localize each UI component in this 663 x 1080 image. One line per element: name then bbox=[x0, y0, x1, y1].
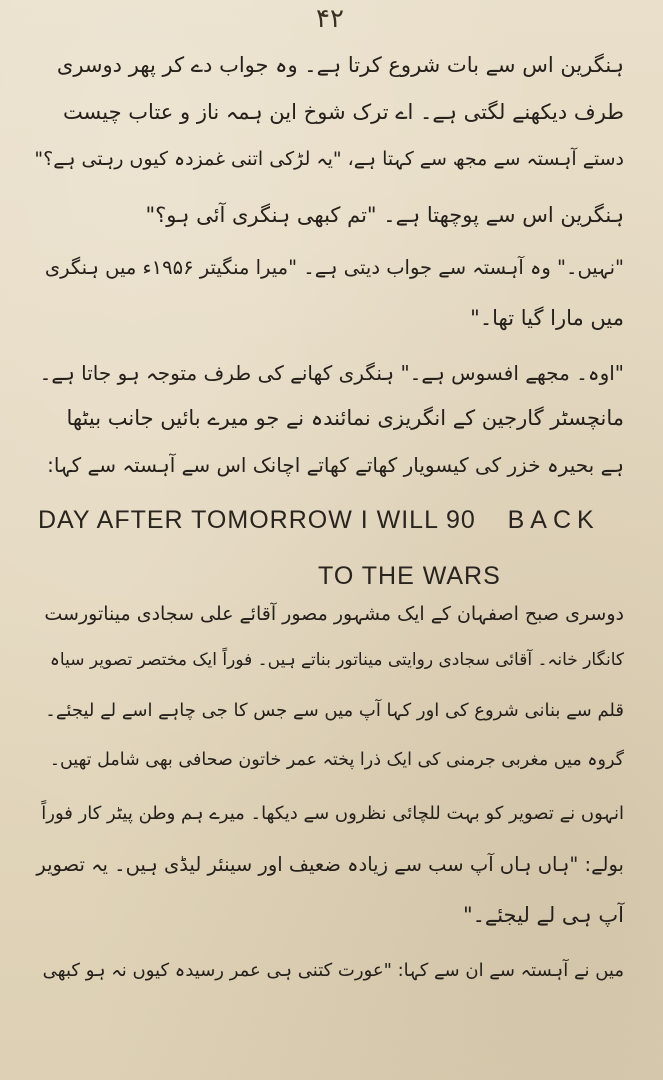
english-quote-back: BACK bbox=[507, 506, 600, 534]
page-number: ۴۲ bbox=[316, 4, 344, 34]
text-line: ہنگرین اس سے پوچھتا ہے۔ "تم کبھی ہنگری آئی ہو؟" bbox=[145, 203, 624, 227]
english-quote-line-2: TO THE WARS bbox=[318, 562, 501, 590]
text-line: انہوں نے تصویر کو بہت للچائی نظروں سے دیکھا۔ میرے ہم وطن پیٹر کار فوراً bbox=[41, 803, 624, 824]
text-line: آپ ہی لے لیجئے۔" bbox=[462, 903, 624, 927]
english-quote-main: DAY AFTER TOMORROW I WILL 90 bbox=[38, 506, 476, 534]
text-line: "اوہ۔ مجھے افسوس ہے۔" ہنگری کھانے کی طرف متوجہ ہو جاتا ہے۔ bbox=[39, 361, 624, 385]
text-line: میں مارا گیا تھا۔" bbox=[470, 306, 624, 330]
english-quote-line-1 bbox=[38, 506, 600, 535]
text-line: مانچسٹر گارجین کے انگریزی نمائندہ نے جو میرے بائیں جانب بیٹھا bbox=[66, 406, 624, 430]
text-line: قلم سے بنانی شروع کی اور کہا آپ میں سے جس کا جی چاہے اسے لے لیجئے۔ bbox=[45, 700, 624, 721]
text-line: بولے: "ہاں ہاں آپ سب سے زیادہ ضعیف اور سینئر لیڈی ہیں۔ یہ تصویر bbox=[36, 853, 624, 876]
text-line: "نہیں۔" وہ آہستہ سے جواب دیتی ہے۔ "میرا منگیتر ۱۹۵۶ء میں ہنگری bbox=[44, 256, 624, 279]
text-line: میں نے آہستہ سے ان سے کہا: "عورت کتنی ہی عمر رسیدہ کیوں نہ ہو کبھی bbox=[42, 960, 624, 981]
text-line: طرف دیکھنے لگتی ہے۔ اے ترک شوخ این ہمہ ناز و عتاب چیست bbox=[62, 100, 624, 124]
text-line: دستے آہستہ سے مجھ سے کہتا ہے، "یہ لڑکی اتنی غمزدہ کیوں رہتی ہے؟" bbox=[34, 148, 624, 170]
text-line: ہنگرین اس سے بات شروع کرتا ہے۔ وہ جواب دے کر پھر دوسری bbox=[56, 53, 624, 77]
text-line: دوسری صبح اصفہان کے ایک مشہور مصور آقائے علی سجادی میناتورست bbox=[44, 603, 624, 625]
text-line: ہے بحیرہ خزر کی کیسویار کھاتے کھاتے اچانک اس سے آہستہ سے کہا: bbox=[47, 453, 624, 477]
text-line: کانگار خانہ۔ آقائی سجادی روایتی میناتور بناتے ہیں۔ فوراً ایک مختصر تصویر سیاہ bbox=[49, 650, 624, 670]
text-line: گروہ میں مغربی جرمنی کی ایک ذرا پختہ عمر خاتون صحافی بھی شامل تھیں۔ bbox=[49, 750, 624, 770]
